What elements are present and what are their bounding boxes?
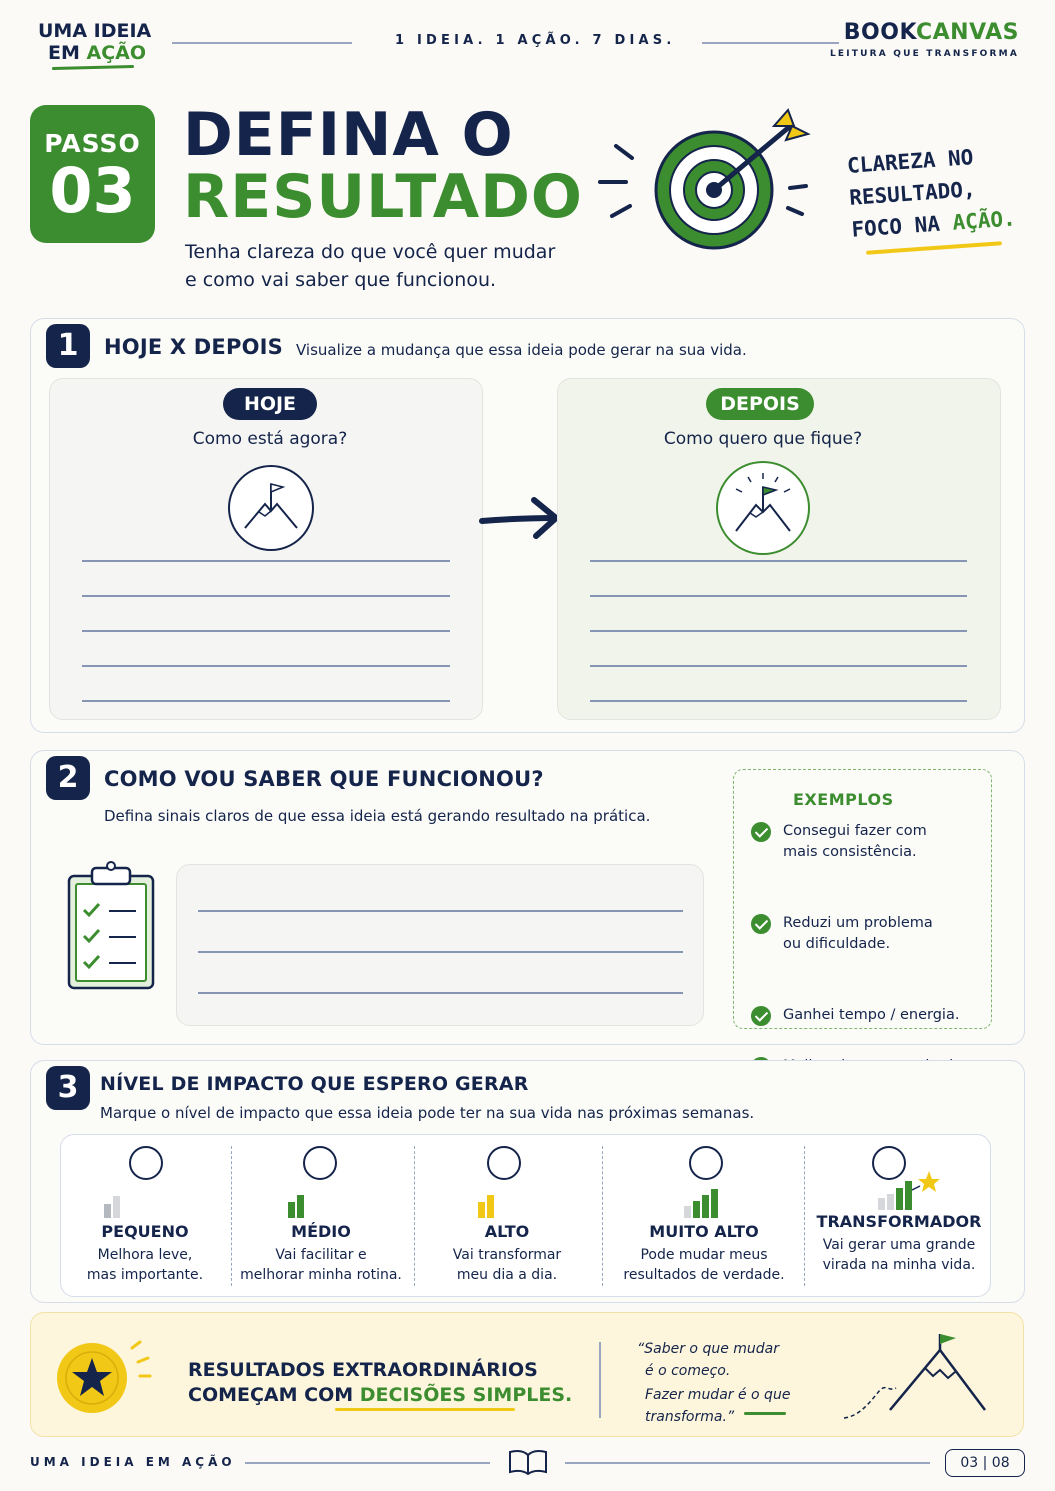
arrow-right-icon	[478, 494, 564, 544]
after-write-line[interactable]	[590, 700, 967, 702]
mountain-flag-icon	[714, 461, 812, 555]
page-subtitle	[185, 238, 565, 294]
brand-left-line1: UMA IDEIA	[38, 20, 152, 42]
page-indicator: 03 | 08	[945, 1449, 1025, 1477]
check-circle-icon	[751, 914, 771, 934]
impact-divider	[414, 1146, 415, 1286]
after-write-line[interactable]	[590, 665, 967, 667]
after-pill: DEPOIS	[706, 388, 814, 420]
today-write-line[interactable]	[82, 560, 450, 562]
example-item: Ganhei tempo / energia.	[751, 1005, 1055, 1026]
brand-left-em: EM	[48, 42, 87, 64]
signals-writing-box[interactable]	[176, 864, 704, 1026]
section2-description: Defina sinais claros de que essa ideia está gerando resultado na prática.	[104, 807, 651, 825]
section3-number: 3	[46, 1066, 90, 1110]
closing-underline	[335, 1408, 515, 1411]
today-pill: HOJE	[223, 388, 317, 420]
quote-underline	[744, 1412, 786, 1415]
after-write-line[interactable]	[590, 595, 967, 597]
footer-brand: UMA IDEIA EM AÇÃO	[30, 1455, 236, 1469]
after-question: Como quero que fique?	[663, 429, 863, 449]
impact-name: PEQUENO	[101, 1222, 189, 1241]
examples-title: EXEMPLOS	[793, 790, 894, 809]
bars-icon	[876, 1170, 956, 1210]
brand-left-underline	[52, 65, 134, 70]
subtitle-line2: e como vai saber que funcionou.	[185, 269, 497, 291]
section2-number: 2	[46, 756, 90, 800]
radio-icon[interactable]	[303, 1146, 337, 1180]
signals-write-line[interactable]	[198, 951, 683, 953]
section2-title: COMO VOU SABER QUE FUNCIONOU?	[104, 767, 544, 791]
impact-option-alto[interactable]	[422, 1146, 592, 1285]
header-divider-right	[702, 42, 839, 44]
step-label: PASSO	[44, 129, 141, 158]
handwritten-note	[846, 139, 1017, 246]
today-write-line[interactable]	[82, 595, 450, 597]
target-arrow-icon	[596, 104, 816, 260]
closing-divider	[599, 1342, 601, 1418]
radio-icon[interactable]	[689, 1146, 723, 1180]
after-write-line[interactable]	[590, 560, 967, 562]
step-number: 03	[49, 154, 136, 227]
mountain-flag-icon	[227, 464, 315, 552]
step-badge	[30, 105, 155, 243]
closing-line2b: DECISÕES SIMPLES.	[359, 1384, 573, 1406]
impact-description: Pode mudar meus resultados de verdade.	[623, 1247, 785, 1283]
bars-icon	[474, 1192, 504, 1218]
section1-number: 1	[46, 324, 90, 368]
tagline: 1 IDEIA. 1 AÇÃO. 7 DIAS.	[395, 33, 676, 48]
impact-option-transformador[interactable]	[814, 1146, 984, 1275]
check-circle-icon	[751, 1006, 771, 1026]
today-write-line[interactable]	[82, 700, 450, 702]
impact-divider	[804, 1146, 805, 1286]
hand-line2: RESULTADO,	[848, 177, 977, 210]
brand-left-acao: AÇÃO	[86, 42, 147, 64]
impact-name: TRANSFORMADOR	[816, 1212, 982, 1231]
impact-divider	[231, 1146, 232, 1286]
impact-option-medio[interactable]	[240, 1146, 402, 1285]
bars-icon	[100, 1192, 130, 1218]
section3-description: Marque o nível de impacto que essa ideia pode ter na sua vida nas próximas semanas.	[100, 1104, 755, 1122]
mountain-flag-icon	[840, 1330, 990, 1426]
signals-write-line[interactable]	[198, 910, 683, 912]
impact-option-pequeno[interactable]	[70, 1146, 220, 1285]
check-circle-icon	[751, 822, 771, 842]
hand-line3b: AÇÃO.	[951, 206, 1017, 235]
impact-name: MÉDIO	[291, 1222, 351, 1241]
impact-name: ALTO	[484, 1222, 530, 1241]
section3-title: NÍVEL DE IMPACTO QUE ESPERO GERAR	[100, 1073, 529, 1095]
signals-write-line[interactable]	[198, 992, 683, 994]
brand-canvas: CANVAS	[916, 20, 1019, 45]
radio-icon[interactable]	[487, 1146, 521, 1180]
header-divider-left	[172, 42, 352, 44]
book-icon	[508, 1448, 548, 1476]
hand-line1: CLAREZA NO	[846, 145, 975, 178]
example-item: Consegui fazer com mais consistência.	[751, 821, 1055, 863]
footer-divider-right	[565, 1462, 930, 1464]
brand-subtitle: LEITURA QUE TRANSFORMA	[829, 49, 1019, 59]
page-title-line2: RESULTADO	[183, 162, 583, 232]
bars-icon	[682, 1188, 726, 1218]
after-write-line[interactable]	[590, 630, 967, 632]
example-item: Reduzi um problema ou dificuldade.	[751, 913, 1055, 955]
impact-description: Vai facilitar e melhorar minha rotina.	[240, 1247, 402, 1283]
radio-icon[interactable]	[129, 1146, 163, 1180]
impact-description: Vai transformar meu dia a dia.	[452, 1247, 562, 1283]
bars-icon	[284, 1192, 314, 1218]
closing-quote: “Saber o que mudar é o começo. Fazer mudar é o que transforma.”	[637, 1341, 791, 1425]
star-icon	[50, 1338, 160, 1418]
footer-divider-left	[245, 1462, 490, 1464]
today-write-line[interactable]	[82, 665, 450, 667]
brand-left	[38, 20, 151, 69]
brand-book: BOOK	[843, 20, 916, 45]
closing-message	[188, 1358, 572, 1408]
section1-description: Visualize a mudança que essa ideia pode gerar na sua vida.	[296, 341, 747, 359]
clipboard-check-icon	[64, 860, 158, 992]
impact-description: Melhora leve, mas importante.	[86, 1247, 204, 1283]
hand-line3a: FOCO NA	[850, 210, 954, 242]
closing-line2a: COMEÇAM COM	[188, 1384, 360, 1406]
impact-name: MUITO ALTO	[649, 1222, 759, 1241]
section1-title: HOJE X DEPOIS	[104, 335, 283, 359]
star-icon	[918, 1171, 940, 1192]
impact-option-muito-alto[interactable]	[612, 1146, 796, 1285]
brand-right	[830, 20, 1019, 59]
today-write-line[interactable]	[82, 630, 450, 632]
subtitle-line1: Tenha clareza do que você quer mudar	[185, 241, 556, 263]
closing-line1: RESULTADOS EXTRAORDINÁRIOS	[188, 1359, 538, 1381]
today-question: Como está agora?	[192, 429, 348, 449]
page-title-line1: DEFINA O	[183, 100, 514, 170]
impact-divider	[602, 1146, 603, 1286]
impact-description: Vai gerar uma grande virada na minha vida.	[822, 1237, 976, 1273]
